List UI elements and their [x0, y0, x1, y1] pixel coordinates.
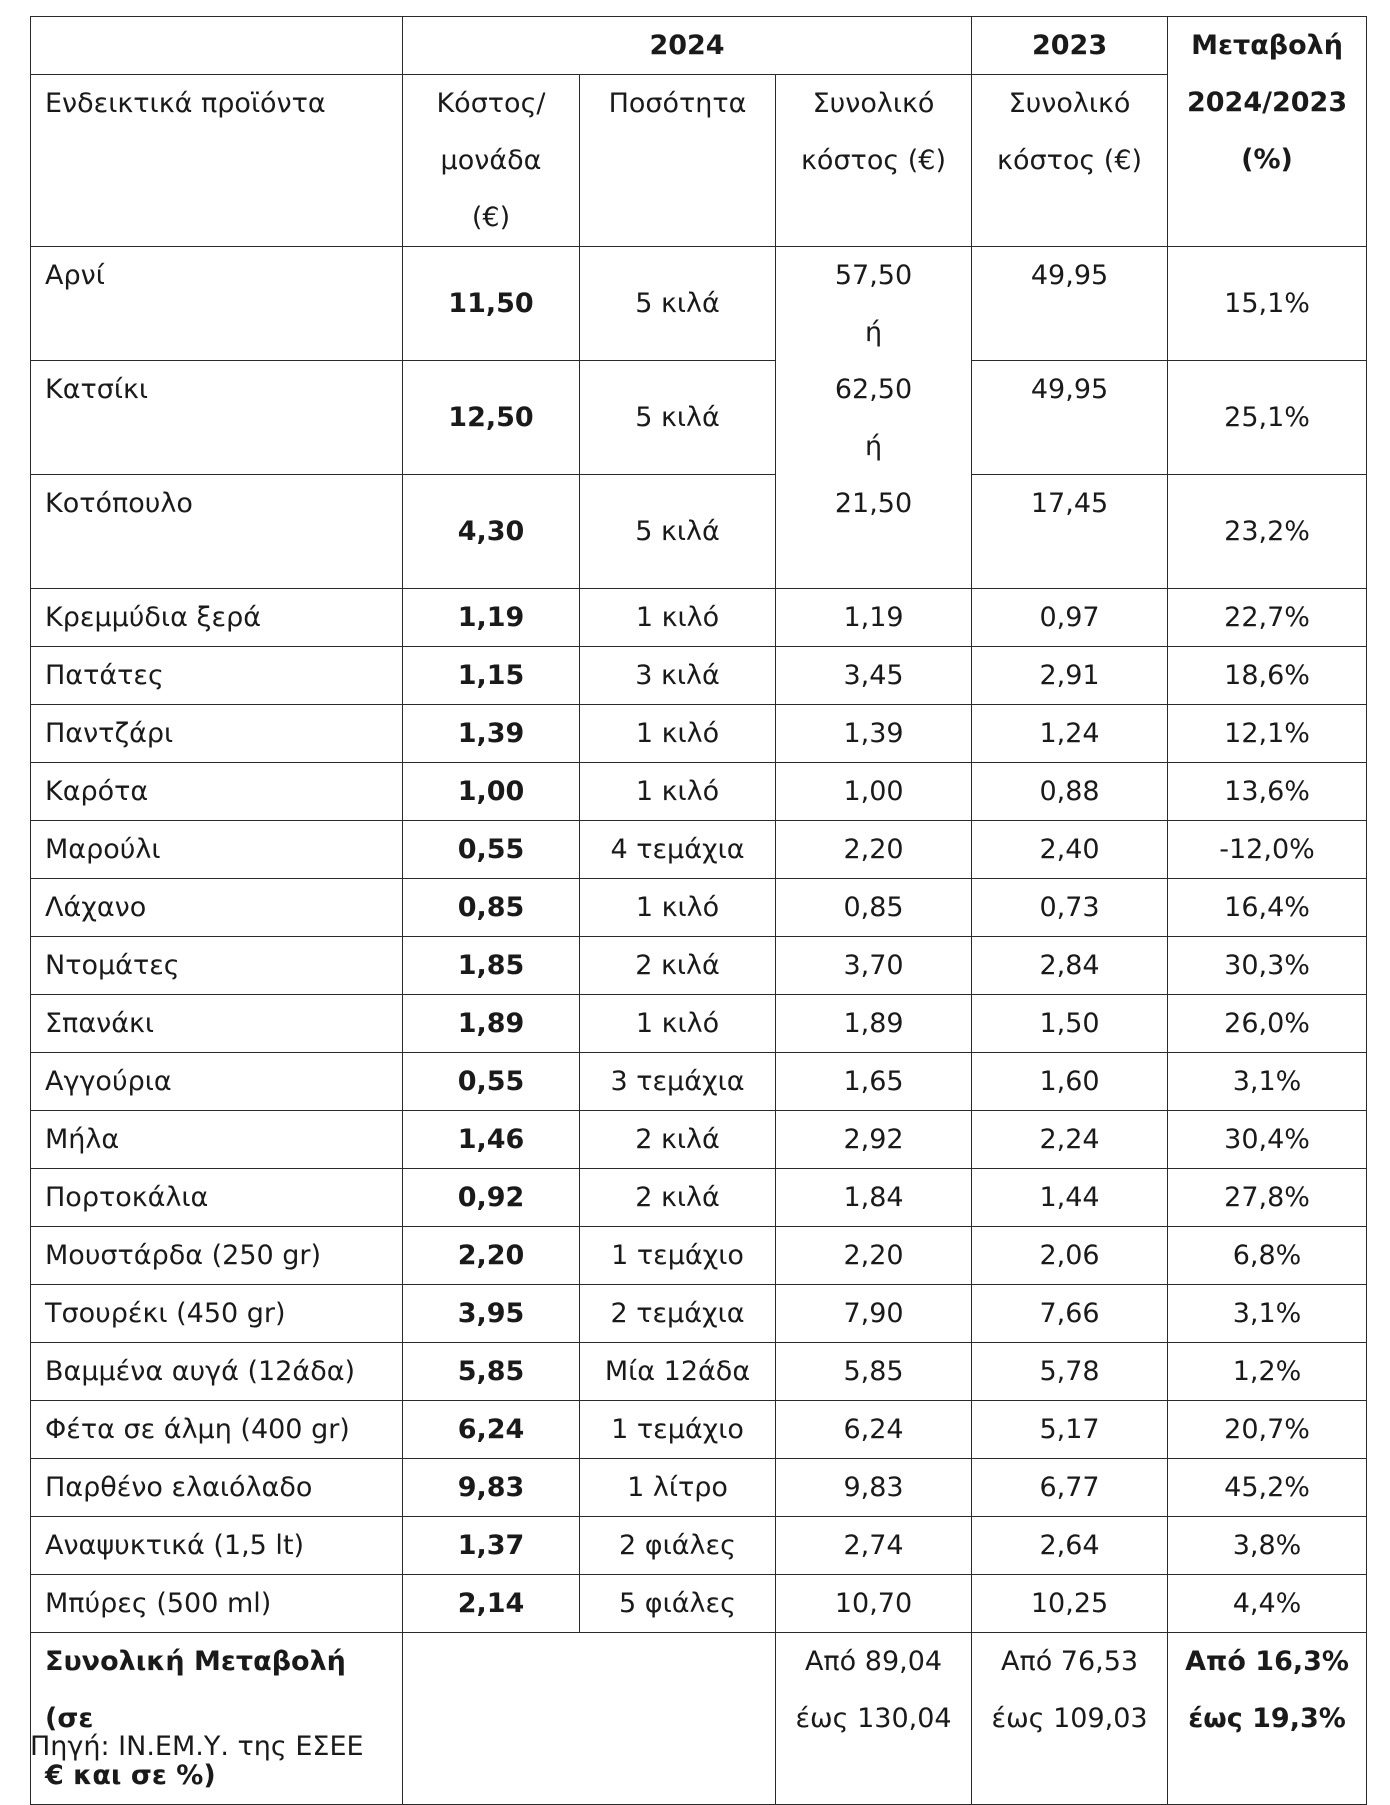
- table-row: [31, 1343, 1367, 1401]
- quantity: 2 κιλά: [580, 1111, 776, 1169]
- quantity: 1 κιλό: [580, 995, 776, 1053]
- quantity: 2 κιλά: [580, 1169, 776, 1227]
- change-percent: 3,8%: [1168, 1517, 1367, 1575]
- total-2024-meat-line: ή: [864, 317, 883, 348]
- total-row: [31, 1633, 1367, 1805]
- product-name: Λάχανο: [31, 879, 403, 937]
- total-2023-range-line: Από 76,53: [1000, 1646, 1139, 1677]
- change-percent: 27,8%: [1168, 1169, 1367, 1227]
- header-quantity: Ποσότητα: [580, 75, 776, 247]
- product-name: Μουστάρδα (250 gr): [31, 1227, 403, 1285]
- total-2024-meat-line: 62,50: [834, 374, 913, 405]
- unit-cost: 1,37: [403, 1517, 580, 1575]
- product-name: Παντζάρι: [31, 705, 403, 763]
- header-total-2024-line: Συνολικό: [812, 88, 935, 119]
- unit-cost: 0,85: [403, 879, 580, 937]
- quantity: 2 φιάλες: [580, 1517, 776, 1575]
- quantity: 1 τεμάχιο: [580, 1227, 776, 1285]
- total-2024-meat-line: ή: [864, 431, 883, 462]
- change-percent: 13,6%: [1168, 763, 1367, 821]
- total-2023: 49,95: [972, 247, 1168, 361]
- total-2024: 3,70: [776, 937, 972, 995]
- total-2024: 2,20: [776, 1227, 972, 1285]
- total-2024: 1,89: [776, 995, 972, 1053]
- total-2023: 1,24: [972, 705, 1168, 763]
- unit-cost: 2,20: [403, 1227, 580, 1285]
- unit-cost: 1,85: [403, 937, 580, 995]
- quantity: 5 φιάλες: [580, 1575, 776, 1633]
- total-2023: 6,77: [972, 1459, 1168, 1517]
- change-percent: 12,1%: [1168, 705, 1367, 763]
- total-2024: 0,85: [776, 879, 972, 937]
- quantity: 5 κιλά: [580, 475, 776, 589]
- total-2023: 0,73: [972, 879, 1168, 937]
- table-row: [31, 705, 1367, 763]
- product-name: Τσουρέκι (450 gr): [31, 1285, 403, 1343]
- total-empty-cell: [403, 1633, 776, 1805]
- total-2024: 6,24: [776, 1401, 972, 1459]
- change-percent: 26,0%: [1168, 995, 1367, 1053]
- table-row: [31, 1169, 1367, 1227]
- table-row: [31, 1401, 1367, 1459]
- header-products: Ενδεικτικά προϊόντα: [31, 75, 403, 247]
- total-2024: 1,65: [776, 1053, 972, 1111]
- product-name: Αναψυκτικά (1,5 lt): [31, 1517, 403, 1575]
- unit-cost: 0,55: [403, 1053, 580, 1111]
- total-2023: 1,60: [972, 1053, 1168, 1111]
- total-2024: 1,39: [776, 705, 972, 763]
- unit-cost: 9,83: [403, 1459, 580, 1517]
- header-row-columns: [31, 75, 1367, 247]
- total-2023: 5,78: [972, 1343, 1168, 1401]
- header-unit-cost-line: μονάδα: [440, 145, 542, 176]
- unit-cost: 1,19: [403, 589, 580, 647]
- total-2024-meat-line: 21,50: [834, 488, 913, 519]
- total-2024-range: [776, 1633, 972, 1805]
- header-change-unit: (%): [1241, 144, 1293, 175]
- total-2024: 10,70: [776, 1575, 972, 1633]
- product-name: Ντομάτες: [31, 937, 403, 995]
- unit-cost: 0,92: [403, 1169, 580, 1227]
- total-2024: 5,85: [776, 1343, 972, 1401]
- total-2024-range-line: έως 130,04: [795, 1703, 952, 1734]
- quantity: Μία 12άδα: [580, 1343, 776, 1401]
- unit-cost: 11,50: [403, 247, 580, 361]
- total-label: [31, 1633, 403, 1805]
- total-2023: 10,25: [972, 1575, 1168, 1633]
- header-change-period: 2024/2023: [1186, 87, 1348, 118]
- change-percent: 6,8%: [1168, 1227, 1367, 1285]
- quantity: 1 κιλό: [580, 705, 776, 763]
- total-label-line: Συνολική Μεταβολή (σε: [45, 1646, 346, 1734]
- total-2024: 1,84: [776, 1169, 972, 1227]
- header-change: [1168, 17, 1367, 247]
- header-year-2024: 2024: [403, 17, 972, 75]
- unit-cost: 0,55: [403, 821, 580, 879]
- product-name: Κατσίκι: [31, 361, 403, 475]
- total-2023: 2,40: [972, 821, 1168, 879]
- table-row-meat: [31, 475, 1367, 589]
- quantity: 4 τεμάχια: [580, 821, 776, 879]
- change-percent: 30,4%: [1168, 1111, 1367, 1169]
- header-total-2024: [776, 75, 972, 247]
- product-name: Καρότα: [31, 763, 403, 821]
- product-name: Πορτοκάλια: [31, 1169, 403, 1227]
- total-2023: 5,17: [972, 1401, 1168, 1459]
- product-name: Μαρούλι: [31, 821, 403, 879]
- total-2024: 1,19: [776, 589, 972, 647]
- product-name: Φέτα σε άλμη (400 gr): [31, 1401, 403, 1459]
- total-2023: 17,45: [972, 475, 1168, 589]
- unit-cost: 1,89: [403, 995, 580, 1053]
- total-2023: 2,06: [972, 1227, 1168, 1285]
- quantity: 1 λίτρο: [580, 1459, 776, 1517]
- table-row: [31, 1111, 1367, 1169]
- change-percent: 22,7%: [1168, 589, 1367, 647]
- table-row-meat: [31, 361, 1367, 475]
- quantity: 3 κιλά: [580, 647, 776, 705]
- table-row: [31, 1285, 1367, 1343]
- table-row: [31, 937, 1367, 995]
- total-change-range-line: Από 16,3%: [1185, 1646, 1349, 1677]
- header-total-2023-line: κόστος (€): [997, 145, 1143, 176]
- product-name: Αρνί: [31, 247, 403, 361]
- header-empty-cell: [31, 17, 403, 75]
- total-2023: 0,88: [972, 763, 1168, 821]
- unit-cost: 5,85: [403, 1343, 580, 1401]
- product-name: Κοτόπουλο: [31, 475, 403, 589]
- header-unit-cost-line: Κόστος/: [436, 88, 546, 119]
- header-total-2023: [972, 75, 1168, 247]
- total-2023: 49,95: [972, 361, 1168, 475]
- quantity: 1 κιλό: [580, 879, 776, 937]
- product-name: Παρθένο ελαιόλαδο: [31, 1459, 403, 1517]
- table-row: [31, 1053, 1367, 1111]
- quantity: 2 τεμάχια: [580, 1285, 776, 1343]
- total-2023: 1,44: [972, 1169, 1168, 1227]
- total-2023: 2,64: [972, 1517, 1168, 1575]
- unit-cost: 4,30: [403, 475, 580, 589]
- table-row: [31, 995, 1367, 1053]
- quantity: 2 κιλά: [580, 937, 776, 995]
- source-note: Πηγή: ΙΝ.ΕΜ.Υ. της ΕΣΕΕ: [30, 1731, 364, 1762]
- change-percent: 45,2%: [1168, 1459, 1367, 1517]
- total-change-range-line: έως 19,3%: [1188, 1703, 1346, 1734]
- header-total-2023-line: Συνολικό: [1008, 88, 1131, 119]
- table-row: [31, 879, 1367, 937]
- total-2024: 2,20: [776, 821, 972, 879]
- total-2023: 0,97: [972, 589, 1168, 647]
- total-2024: 2,74: [776, 1517, 972, 1575]
- table-row: [31, 589, 1367, 647]
- header-row-years: [31, 17, 1367, 75]
- change-percent: 3,1%: [1168, 1285, 1367, 1343]
- table-row: [31, 1459, 1367, 1517]
- header-change-label: Μεταβολή: [1191, 30, 1343, 61]
- unit-cost: 3,95: [403, 1285, 580, 1343]
- unit-cost: 1,39: [403, 705, 580, 763]
- table-row: [31, 1517, 1367, 1575]
- table-row: [31, 647, 1367, 705]
- unit-cost: 6,24: [403, 1401, 580, 1459]
- total-2024-range-line: Από 89,04: [804, 1646, 943, 1677]
- table-row: [31, 763, 1367, 821]
- header-unit-cost-line: (€): [471, 202, 511, 233]
- quantity: 1 κιλό: [580, 763, 776, 821]
- change-percent: -12,0%: [1168, 821, 1367, 879]
- change-percent: 25,1%: [1168, 361, 1367, 475]
- total-2024: 7,90: [776, 1285, 972, 1343]
- product-name: Πατάτες: [31, 647, 403, 705]
- total-label-line: € και σε %): [45, 1760, 216, 1791]
- change-percent: 15,1%: [1168, 247, 1367, 361]
- product-name: Αγγούρια: [31, 1053, 403, 1111]
- total-2024-meat-line: 57,50: [834, 260, 913, 291]
- total-2024: 2,92: [776, 1111, 972, 1169]
- unit-cost: 1,46: [403, 1111, 580, 1169]
- total-2023: 7,66: [972, 1285, 1168, 1343]
- change-percent: 20,7%: [1168, 1401, 1367, 1459]
- unit-cost: 2,14: [403, 1575, 580, 1633]
- product-name: Κρεμμύδια ξερά: [31, 589, 403, 647]
- change-percent: 18,6%: [1168, 647, 1367, 705]
- total-2024-meat: [776, 247, 972, 589]
- product-name: Μήλα: [31, 1111, 403, 1169]
- header-year-2023: 2023: [972, 17, 1168, 75]
- total-2023: 1,50: [972, 995, 1168, 1053]
- total-2023-range-line: έως 109,03: [991, 1703, 1148, 1734]
- product-name: Μπύρες (500 ml): [31, 1575, 403, 1633]
- quantity: 5 κιλά: [580, 247, 776, 361]
- total-2023: 2,24: [972, 1111, 1168, 1169]
- total-2023-range: [972, 1633, 1168, 1805]
- product-name: Βαμμένα αυγά (12άδα): [31, 1343, 403, 1401]
- change-percent: 23,2%: [1168, 475, 1367, 589]
- total-2024: 3,45: [776, 647, 972, 705]
- change-percent: 3,1%: [1168, 1053, 1367, 1111]
- product-name: Σπανάκι: [31, 995, 403, 1053]
- table-row: [31, 1227, 1367, 1285]
- quantity: 1 κιλό: [580, 589, 776, 647]
- table-row: [31, 1575, 1367, 1633]
- header-total-2024-line: κόστος (€): [801, 145, 947, 176]
- quantity: 5 κιλά: [580, 361, 776, 475]
- total-change-range: [1168, 1633, 1367, 1805]
- unit-cost: 12,50: [403, 361, 580, 475]
- change-percent: 1,2%: [1168, 1343, 1367, 1401]
- quantity: 1 τεμάχιο: [580, 1401, 776, 1459]
- total-2023: 2,91: [972, 647, 1168, 705]
- quantity: 3 τεμάχια: [580, 1053, 776, 1111]
- product-rows: [31, 589, 1367, 1633]
- price-table: [30, 16, 1367, 1805]
- unit-cost: 1,15: [403, 647, 580, 705]
- total-2024: 9,83: [776, 1459, 972, 1517]
- change-percent: 16,4%: [1168, 879, 1367, 937]
- total-2023: 2,84: [972, 937, 1168, 995]
- change-percent: 4,4%: [1168, 1575, 1367, 1633]
- total-2024: 1,00: [776, 763, 972, 821]
- unit-cost: 1,00: [403, 763, 580, 821]
- table-row: [31, 821, 1367, 879]
- header-unit-cost: [403, 75, 580, 247]
- table-row-meat: [31, 247, 1367, 361]
- change-percent: 30,3%: [1168, 937, 1367, 995]
